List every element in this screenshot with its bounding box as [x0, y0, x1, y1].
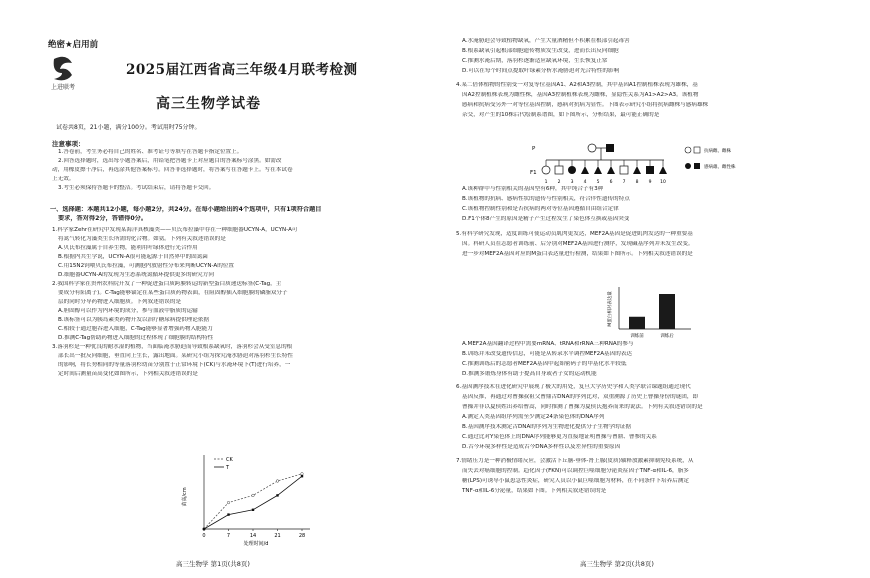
offspring-number: 10 — [660, 180, 666, 185]
point-t — [252, 509, 254, 511]
question-line: 要成分有阳离子)。C-Tag能够锚定在某些蛋白质药物表面，在阻固醇插入细胞膜的磷脂双分子 — [58, 290, 288, 296]
subject-title: 高三生物学试卷 — [156, 96, 261, 112]
question-line: 糖(LPS)可诱导小鼠患急性炎症，研究人员以小鼠巨噬细胞为材料，在不同条件下培养后测定 — [462, 478, 689, 484]
question-line: 定时间后测量苗高变化如图所示，下列相关叙述错误的是 — [58, 371, 198, 377]
left-page — [0, 0, 430, 578]
legend — [214, 457, 233, 471]
gen-label-p: P — [532, 146, 536, 152]
question-line: 感病和抗病受另外一对等位基因控制，感病对抗病为显性。下图表示研究小组将抗病雌株与感病雄株 — [462, 102, 709, 108]
point-ck — [227, 501, 230, 504]
x-tick-label: 7 — [226, 533, 231, 539]
note-line: 2.回答选择题时，选出每小题答案后，用铅笔把答题卡上对应题目的答案标号涂黑。如需改 — [58, 158, 282, 164]
secret-mark: 绝密★启用前 — [48, 40, 99, 50]
question-line: 1.科学家Zehr在研究中发现某海洋真核藻类——贝氏布拉藻中存在一种细胞器UCYN-A，UCYN-A可 — [52, 227, 298, 233]
exam-meta: 试卷共8页，21小题，满分100分。考试用时75分钟。 — [56, 124, 201, 131]
x-tick-label: 14 — [249, 533, 257, 539]
y-axis-label: 苗高/cm — [182, 487, 188, 507]
offspring-number: 7 — [622, 180, 626, 185]
legend-ck: CK — [226, 457, 233, 463]
question-line: 因。科研人员在志愿者训练前、后分别对MEF2A基因进行测序，发现碱基序列并未发生改变。 — [462, 241, 694, 247]
option-line: B.训练并未改变遗传信息，可能是从转录水平调控MEF2A基因的表达 — [462, 351, 633, 357]
question-line: 因A2控制植株表现为雌性株，基因A3控制植株表现为雌株，显隐性关系为A1>A2>A3。该植物 — [462, 92, 699, 98]
question-line: 的影响，将长势相同的等量落羽杉幼苗分别置于正常环境下(CK)与水淹环境下(T)进行培养，一 — [58, 362, 291, 368]
notes-heading: 注意事项： — [52, 140, 85, 148]
question-line: 杂交，对产生的10株后代绘制系谱图，如下图所示，分析结果，最可能正确的是 — [462, 112, 660, 118]
bar-label: 训练前 — [630, 334, 644, 339]
series-line-t — [204, 476, 302, 529]
option-line: D.推测多锻炼身体有助于提高自身或者子女的运动机能 — [462, 371, 597, 377]
offspring-triangle — [659, 166, 667, 174]
question-line: 2.我国科学家在贵州农科院开发了一种促进蛋白质跨膜转运的新型蛋白质递送标签(C-Tag，主 — [52, 281, 282, 287]
legend-resistant: 抗病雌、雌株 — [704, 149, 731, 154]
offspring-male-susceptible — [646, 166, 654, 174]
option-line: D.古今环境多样性是造成古今DNA多样性以及差异性的重要原因 — [462, 444, 621, 450]
question-line: TNF-α和IL-6分泌量，结果如下图。下列相关叙述错误的是 — [462, 488, 607, 494]
option-line: A.MEF2A基因翻译过程中需要mRNA、tRNA和rRNA三种RNA的参与 — [462, 341, 634, 347]
offspring-number: 2 — [557, 180, 561, 185]
bar-1 — [629, 317, 645, 329]
point-t — [276, 494, 278, 496]
question-line: 3.落羽杉是一种优良的耐水湿的植物，当面临淹水胁迫而导致根系缺氧时，落羽杉会从受室息的根 — [52, 344, 293, 350]
x-axis-label: 处理时间/d — [243, 541, 269, 547]
offspring-male-resistant — [620, 166, 628, 174]
point-ck — [301, 473, 304, 476]
option-line: C.用15N2饲喂贝氏布拉藻，可测胞内放射性分布来判断UCYN-A的位置 — [58, 263, 235, 269]
option-line: D.可以在每个时间点提取叶绿素分析水淹胁迫对光合特性的影响 — [462, 68, 620, 74]
question-line: 6.基因测序技术在进化研究中展现了极大的用处，复旦大学历史学和人类学联合课题组通过现代 — [456, 384, 691, 390]
option-line: B.基因测序技术测定古DNA的序列为生物进化提供分子生物学的证据 — [462, 424, 631, 430]
option-line: A.贝氏布拉藻属于自养生物，能利用叶绿体进行光合作用 — [58, 245, 198, 251]
bar-2 — [659, 294, 675, 329]
offspring-number: 6 — [609, 180, 613, 185]
point-t — [203, 528, 205, 530]
option-line: B.该标签可以为胰岛素类药物开发以治疗糖尿病提供理论依据 — [58, 317, 210, 323]
legend-t: T — [226, 465, 230, 471]
option-line: A.该种群中与性别相关的基因型有6种，其中纯合子有3种 — [462, 186, 604, 192]
offspring-number: 3 — [570, 180, 574, 185]
option-line: B.该植物的抗病、感病性状的遗传与性别相关，符合伴性遗传的特点 — [462, 196, 630, 202]
exam-title: 2025届江西省高三年级4月联考检测 — [126, 62, 358, 78]
option-line: C.通过比对Y染色体上的DNA序列能够更为直接地证明曹操与曹鼎、曹参的关系 — [462, 434, 657, 440]
section-heading: 要求，答对得2分，答错得0分。 — [58, 215, 148, 222]
question-line: 层的同时分导药物进入细胞质。下列叙述错误的是 — [58, 299, 182, 305]
option-line: D.推测C-Tag帮助药物进入细胞的过程体现了细胞膜的结构特性 — [58, 335, 214, 341]
note-line: 3.考生必须保持答题卡的整洁。考试结束后，请将答题卡交回。 — [58, 185, 215, 191]
question-line: 进一步对MEF2A基因对应的M蛋白表达量进行检测，结果如下图所示。下列相关叙述错误的是 — [462, 251, 693, 257]
offspring-triangle — [607, 166, 615, 174]
offspring-triangle — [633, 166, 641, 174]
option-line: C.推测水淹后期，落羽杉逐渐适应缺氧环境，生长恢复正常 — [462, 58, 608, 64]
option-line: A.水淹胁迫会导致植物缺氧，产生大量酒精但不积累在根部引起毒害 — [462, 38, 630, 44]
bar-y-label: M蛋白相对表达量 — [608, 291, 613, 327]
offspring-number: 1 — [544, 180, 548, 185]
pedigree-diagram — [530, 140, 760, 186]
legend-susceptible: 感病雄、雌性株 — [704, 165, 736, 170]
question-line: 而失去对癌细胞的控制。趋化因子(FKN)可以调控巨噬细胞分泌炎症因子TNF-α和IL-6，脂多 — [462, 468, 689, 474]
question-line: 5.有科学研究发现，适度训练可使运动员肌肉更发达，MEF2A基因是促进肌肉发达的一种重要基 — [456, 231, 693, 237]
option-line: C.推测训练后的志愿者MEF2A基因中起始密码子的甲基化水平较低 — [462, 361, 627, 367]
seedling-height-chart — [180, 447, 320, 547]
offspring-triangle — [594, 166, 602, 174]
parent-male — [606, 144, 614, 152]
x-tick-label: 21 — [274, 533, 281, 539]
point-ck — [252, 494, 255, 497]
option-line: D.F1个体8产生的原因是精子产生过程发生了染色体互换或基因突变 — [462, 216, 630, 222]
section-heading: 一、选择题：本题共12小题，每小题2分，共24分。在每小题给出的4个选项中，只有1项符合题目 — [50, 206, 322, 213]
option-line: C.该植物控制性别和是否抗病的两对等位基因遵循自由组合定律 — [462, 206, 619, 212]
offspring-male-resistant — [555, 166, 563, 174]
option-line: B.根据内共生学说，UCYN-A很可能起源于自然界中的固氮菌 — [58, 254, 208, 260]
note-line: 1.答卷前，考生务必将自己的姓名、准考证号等填写在答题卡指定位置上。 — [58, 149, 243, 155]
option-line: D.细胞器UCYN-A的发现为生态系统氮循环提供更多的研究方向 — [58, 272, 214, 278]
parent-female — [588, 144, 596, 152]
question-line: 将氮气转化为藻类生长所需的化合物。如氨。下列有关叙述错误的是 — [58, 236, 226, 242]
page-footer: 高三生物学 第1页(共8页) — [176, 560, 250, 568]
page-footer: 高三生物学 第2页(共8页) — [580, 560, 654, 568]
offspring-number: 5 — [596, 180, 600, 185]
question-line: 4.某二倍体植物的性别受一对复等位基因A1、A2和A3控制，其中基因A1控制植株表现为雄株，基 — [456, 82, 698, 88]
logo-text: 上进联考 — [50, 84, 76, 91]
publisher-logo — [48, 55, 78, 91]
gen-label-f1: F1 — [530, 170, 537, 176]
pedigree-legend — [685, 147, 736, 170]
x-tick-label: 28 — [298, 533, 306, 539]
note-line: 动，用橡皮擦干净后，再选涂其他答案标号。回答非选择题时，将答案写在答题卡上。写在本试卷 — [52, 167, 293, 173]
point-ck — [276, 480, 279, 483]
offspring-number: 4 — [583, 180, 587, 185]
option-line: B.根系缺氧引起根部细胞遗传物质发生改变，进而长出反向细胞 — [462, 48, 619, 54]
offspring-number: 8 — [635, 180, 639, 185]
note-line: 上无效。 — [52, 176, 75, 182]
offspring-female-susceptible — [568, 166, 576, 174]
point-t — [227, 513, 229, 515]
x-tick-label: 0 — [202, 533, 206, 539]
offspring-female-resistant — [542, 166, 550, 174]
option-line: A.测定人类基因组序列需至少测定24条染色体的DNA序列 — [462, 414, 605, 420]
offspring-number: 9 — [648, 180, 652, 185]
question-line: 曹操并非以夏侯姓出养给曹嵩，同时推测了曹操为夏侯氏抱养而来的说法。下列有关叙述错误的是 — [462, 404, 703, 410]
option-line: A.胆固醇可以作为内环境的成分，参与血液中脂质的运输 — [58, 308, 198, 314]
question-line: 基因反推，再通过对曹操叔祖父曹鼎古DNA的序列比对，双重溯源了历史上曹操身份的谜团，即 — [462, 394, 699, 400]
bar-label: 训练后 — [660, 334, 674, 339]
m-protein-bar-chart — [605, 283, 695, 341]
question-line: 部长出一批反向细胞，垂直向上生长，露出地面。某研究小组为探究淹水胁迫对落羽杉生长特性 — [58, 353, 293, 359]
option-line: C.相较于通过胞吞进入细胞，C-Tag能够显著增强药物入胞能力 — [58, 326, 213, 332]
point-t — [301, 475, 303, 477]
offspring-triangle — [581, 166, 589, 174]
question-line: 7.情绪压力是一种消极情绪反应，会激活下丘脑-垂体-肾上腺(皮质)轴释放激素抑制免疫系统，从 — [456, 458, 694, 464]
